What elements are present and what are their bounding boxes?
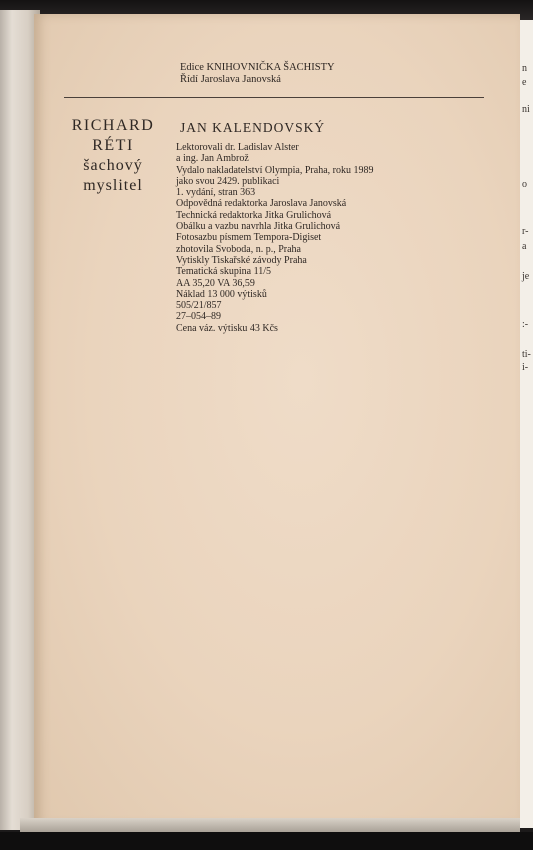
series-editor: Řídí Jaroslava Janovská	[180, 74, 281, 85]
imprint-line: Odpovědná redaktorka Jaroslava Janovská	[176, 198, 347, 210]
imprint-line: Vydalo nakladatelství Olympia, Praha, roku 1989	[176, 164, 374, 176]
edge-fragment: r-	[522, 226, 529, 237]
imprint-line: Lektorovali dr. Ladislav Alster	[176, 142, 299, 153]
imprint-block	[176, 142, 373, 334]
edge-fragment: i-	[522, 362, 529, 373]
imprint-line: Technická redaktorka Jitka Grulichová	[176, 209, 332, 221]
imprint-line: AA 35,20 VA 36,59	[176, 277, 255, 289]
imprint-line: Náklad 13 000 výtisků	[176, 288, 267, 300]
series-edition: Edice KNIHOVNIČKA ŠACHISTY	[180, 62, 335, 73]
imprint-line: zhotovila Svoboda, n. p., Praha	[176, 243, 301, 255]
imprint-line: 505/21/857	[176, 300, 222, 312]
title-line: RÉTI	[92, 137, 134, 154]
edge-fragment: n	[522, 63, 527, 74]
imprint-line: Tematická skupina 11/5	[176, 266, 272, 278]
title-line: RICHARD	[71, 117, 155, 134]
edge-fragment: a	[522, 241, 527, 252]
imprint-line: Obálku a vazbu navrhla Jitka Grulichová	[176, 221, 341, 233]
title-line: šachový	[83, 157, 143, 174]
scan-backdrop-bottom	[0, 832, 533, 850]
edge-fragment: e	[522, 77, 527, 88]
edge-fragment: o	[522, 179, 527, 190]
edge-fragment: ti-	[522, 349, 531, 360]
header-divider	[64, 97, 484, 98]
title-line: myslitel	[83, 177, 143, 194]
imprint-line: 1. vydání, stran 363	[176, 187, 256, 199]
author-name: JAN KALENDOVSKÝ	[180, 120, 326, 135]
imprint-line: Fotosazbu písmem Tempora-Digiset	[176, 232, 322, 244]
book-title	[56, 116, 170, 196]
imprint-line: Vytiskly Tiskařské závody Praha	[176, 254, 307, 266]
imprint-line: jako svou 2429. publikaci	[176, 175, 280, 187]
edge-fragment: :-	[522, 319, 529, 330]
edge-fragment: ni	[522, 104, 530, 115]
imprint-line: 27–054–89	[176, 311, 221, 323]
series-block	[180, 62, 335, 86]
page-bottom-edge	[20, 818, 520, 832]
edge-fragment: je	[522, 271, 530, 282]
imprint-line: Cena váz. výtisku 43 Kčs	[176, 322, 278, 334]
imprint-line: a ing. Jan Ambrož	[176, 153, 249, 165]
